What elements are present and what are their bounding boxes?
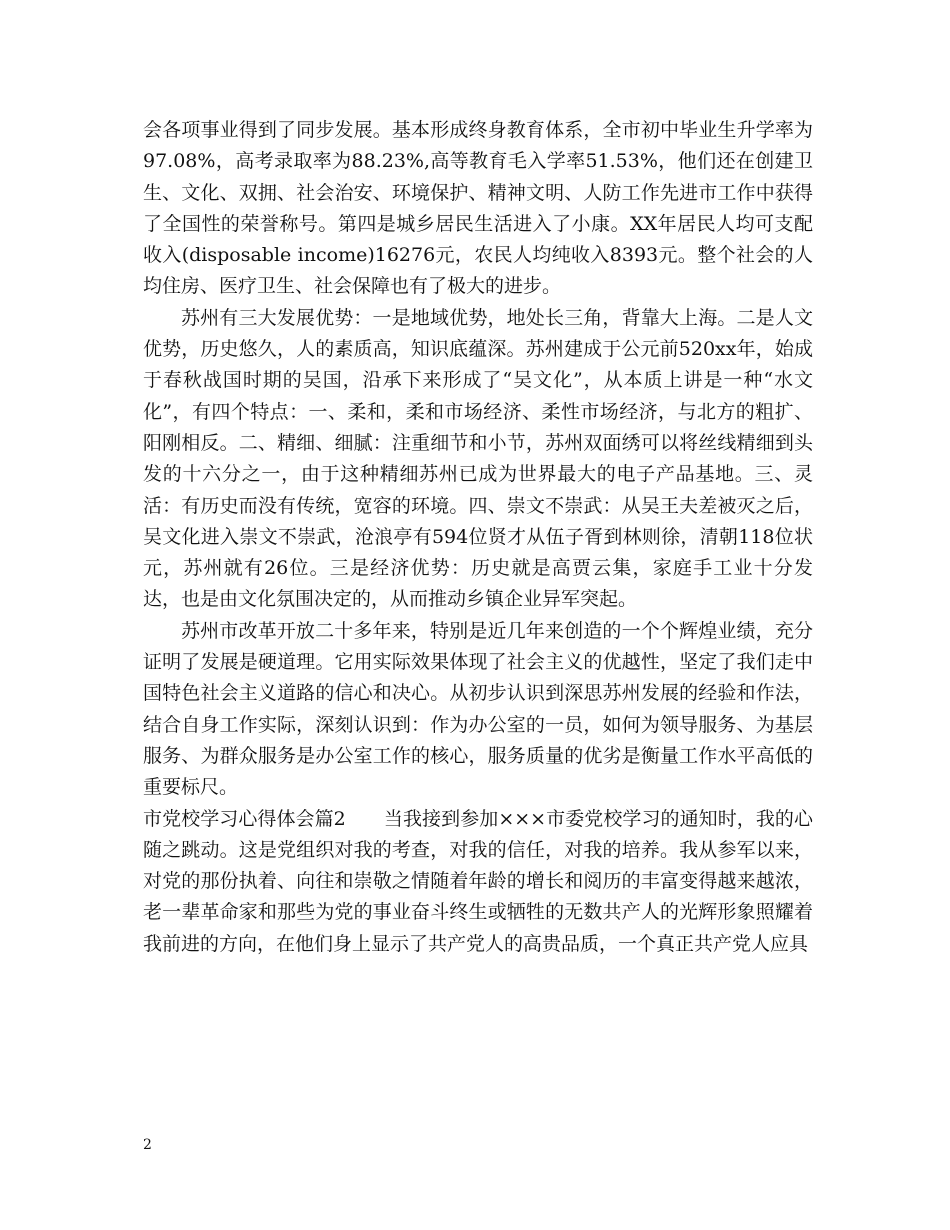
- body-text: [143, 115, 813, 960]
- paragraph-4: 市党校学习心得体会篇2 当我接到参加×××市委党校学习的通知时，我的心随之跳动。这是党组织对我的考查，对我的信任，对我的培养。我从参军以来，对党的那份执着、向往和崇敬之情随着年龄的增长和阅历的丰富变得越来越浓，老一辈革命家和那些为党的事业奋斗终生或牺牲的无数共产人的光辉形象照耀着我前进的方向，在他们身上显示了共产党人的高贵品质，一个真正共产党人应具: [143, 807, 813, 955]
- paragraph-1: 会各项事业得到了同步发展。基本形成终身教育体系，全市初中毕业生升学率为97.08%，高考录取率为88.23%,高等教育毛入学率51.53%，他们还在创建卫生、文化、双拥、社会治安、环境保护、精神文明、人防工作先进市工作中获得了全国性的荣誉称号。第四是城乡居民生活进入了小康。XX年居民人均可支配收入(disposable income)16276元，农民人均纯收入8393元。整个社会的人均住房、医疗卫生、社会保障也有了极大的进步。: [143, 119, 813, 298]
- paragraph-2: 苏州有三大发展优势：一是地域优势，地处长三角，背靠大上海。二是人文优势，历史悠久，人的素质高，知识底蕴深。苏州建成于公元前520xx年，始成于春秋战国时期的吴国，沿承下来形成了“吴文化”，从本质上讲是一种“水文化”，有四个特点：一、柔和，柔和市场经济、柔性市场经济，与北方的粗扩、阳刚相反。二、精细、细腻：注重细节和小节，苏州双面绣可以将丝线精细到头发的十六分之一，由于这种精细苏州已成为世界最大的电子产品基地。三、灵活：有历史而没有传统，宽容的环境。四、崇文不崇武：从吴王夫差被灭之后，吴文化进入崇文不崇武，沧浪亭有594位贤才从伍子胥到林则徐，清朝118位状元，苏州就有26位。三是经济优势：历史就是高贾云集，家庭手工业十分发达，也是由文化氛围决定的，从而推动乡镇企业异军突起。: [143, 306, 813, 611]
- page-number: 2: [143, 1137, 152, 1153]
- paragraph-3: 苏州市改革开放二十多年来，特别是近几年来创造的一个个辉煌业绩，充分证明了发展是硬道理。它用实际效果体现了社会主义的优越性，坚定了我们走中国特色社会主义道路的信心和决心。从初步认识到深思苏州发展的经验和作法，结合自身工作实际，深刻认识到：作为办公室的一员，如何为领导服务、为基层服务、为群众服务是办公室工作的核心，服务质量的优劣是衡量工作水平高低的重要标尺。: [143, 619, 813, 799]
